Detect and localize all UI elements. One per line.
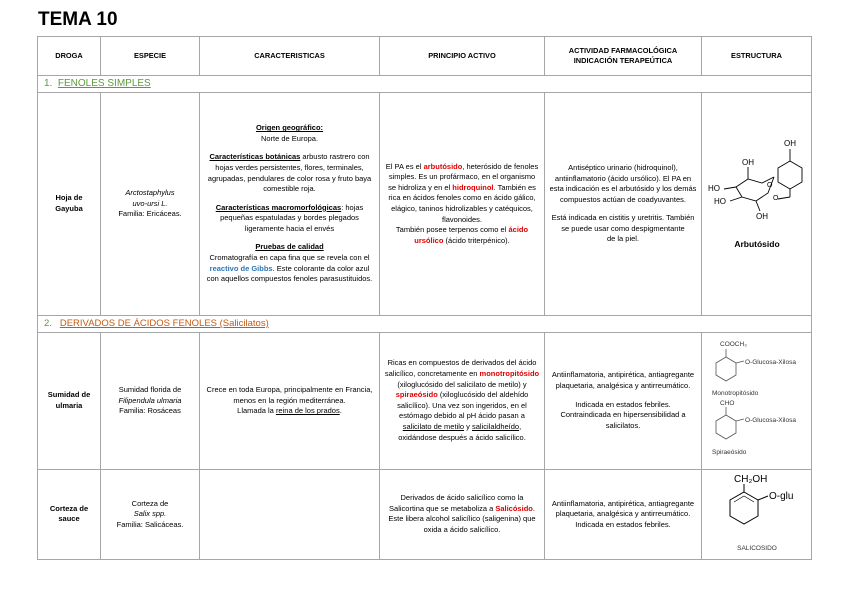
act-sauce-a: Antiinflamatoria, antipirética, antiagregante plaquetaria, analgésica y antirreumático. Indicada en estados febriles. [551,498,695,529]
pa-hidroquinol: hidroquinol [452,182,494,192]
act-gayuba-c: de la piel. [606,234,640,244]
caract-reina: reina de los prados [275,406,340,416]
caract-ulmaria-c: . [339,406,342,416]
pa-gayuba-a: El PA es el [385,161,424,171]
struct-oh-mid: OH [742,158,754,168]
especie-ulmaria-l2: Filipendula ulmaria [118,395,182,405]
principio-cell-ulmaria [380,333,545,470]
drug-table [37,36,812,560]
calidad-b: . Este colorante da color azul con aquellos compuestos fenoles parasustituidos. [206,263,373,284]
pa-salicilaldheido: salicilaldheído [471,421,520,431]
pa-salicilato-metilo: salicilato de metilo [402,421,465,431]
origen-title: Origen geográfico: [255,123,324,133]
estructura-cell-ulmaria [702,333,812,470]
especie-gayuba-l2: uvo-ursi L. [132,198,168,208]
act-gayuba-a: Antiséptico urinario (hidroquinol), antiinflamatorio (ácido ursólico). El PA en esta indicación es el arbutósido y los demás compuestos actúan de coadyuvantes. [549,162,697,204]
struct-ch2oh: CH₂OH [734,473,768,485]
section-2-label: DERIVADOS DE ÁCIDOS FENOLES (Salicilatos) [59,318,269,329]
section-row-1 [38,76,812,93]
pa-ulmaria-b: (xiloglucósido del salicilato de metilo) y [397,379,527,389]
struct-cho: CHO [720,400,735,407]
pa-ulmaria-paragraph [384,358,540,443]
struct-o-link: O [773,195,779,203]
struct-name-salicosido: SALICOSIDO [737,544,777,552]
header-actividad-l2: INDICACIÓN TERAPEÚTICA [573,56,673,65]
estructura-cell-sauce [702,469,812,560]
table-row-sauce [38,469,812,560]
caract-ulmaria-a: Crece en toda Europa, principalmente en Francia, menos en la región mediterránea. [206,384,373,405]
botanicas-paragraph [204,152,375,194]
droga-gayuba-l1: Hoja de [55,193,83,203]
macro-text: : hojas pequeñas espatuladas y bordes plegados ligeramente hacia el envés [220,202,364,233]
droga-ulmaria-l1: Sumidad de [47,390,91,400]
header-especie: ESPECIE [101,37,200,76]
struct-oh-bottom: OH [756,212,768,222]
actividad-cell-ulmaria [545,333,702,470]
section-row-2 [38,316,812,333]
pa-gayuba-b: , heterósido de fenoles simples. Es un profármaco, en el organismo se hidroliza y en el [388,161,539,192]
pa-salicosido: Salicósido [495,503,533,513]
act-ulmaria-b: Indicada en estados febriles. [575,399,671,409]
section-1-num: 1. [44,78,53,89]
struct-name-monotropitosido: Monotropitósido [712,390,759,397]
especie-sauce-l1: Corteza de [131,498,169,508]
act-gayuba-b: Está indicada en cistitis y uretritis. También se puede usar como despigmentante [551,213,695,233]
pa-ulmaria-a: Ricas en compuestos de derivados del ácido salicílico, concretamente en [384,358,537,379]
pa-gayuba-e: (ácido triterpénico). [443,235,510,245]
section-2-num: 2. [44,318,52,329]
struct-oglx-2: O-Glucosa-Xilosa [745,417,796,424]
especie-ulmaria-family: Familia: Rosáceas [119,406,181,416]
calidad-title: Pruebas de calidad [255,242,324,252]
pa-ulmaria-e: , oxidándose después a ácido salicílico. [398,421,526,442]
droga-sauce-l2: sauce [58,514,80,524]
calidad-paragraph [204,253,375,285]
struct-cooch3: COOCH₃ [720,341,747,348]
droga-sauce-l1: Corteza de [49,503,89,513]
caracteristicas-cell-sauce [200,469,380,560]
droga-ulmaria-l2: ulmaria [55,400,83,410]
botanicas-text: arbusto rastrero con hojas verdes persistentes, flores, terminales, agrupadas, pendulares de color rosa y fruto baya comestible roja. [207,152,372,194]
calidad-a: Cromatografía en capa fina que se revela con el [209,253,370,263]
salicoside-structure [702,470,812,556]
principio-cell-gayuba [380,93,545,316]
especie-cell-gayuba [101,93,200,316]
botanicas-title: Características botánicas [209,152,301,162]
act-ulmaria-c: Contraindicada en hipersensibilidad a salicilatos. [560,410,686,430]
section-1-label: FENOLES SIMPLES [57,78,151,89]
header-principio: PRINCIPIO ACTIVO [380,37,545,76]
header-actividad [545,37,702,76]
table-row-gayuba [38,93,812,316]
especie-sauce-family: Familia: Salicáceas. [116,519,184,529]
pa-sauce-b: . Este libera alcohol salicílico (saligenina) que oxida a ácido salicílico. [388,503,536,534]
pa-arbutosido: arbutósido [423,161,463,171]
droga-cell-gayuba [38,93,101,316]
header-estructura: ESTRUCTURA [702,37,812,76]
struct-name-arbutosido: Arbutósido [734,239,780,250]
ulmaria-structures [702,333,812,465]
caract-ulmaria-paragraph [204,406,375,417]
pa-gayuba-d: También posee terpenos como el [395,225,509,235]
pa-gayuba-c: . También es rica en ácidos fenoles como en ácido gálico, elágico, taninos hidrolizables y catéquicos, flavonoides. [388,182,536,224]
macro-paragraph [204,203,375,235]
reactivo-gibbs: reactivo de Gibbs [209,263,273,273]
struct-oglx-1: O-Glucosa-Xilosa [745,359,796,366]
especie-cell-sauce [101,469,200,560]
actividad-cell-gayuba [545,93,702,316]
especie-gayuba-l1: Arctostaphylus [125,188,175,198]
header-caracteristicas: CARACTERISTICAS [200,37,380,76]
pa-monotropitosido: monotropitósido [479,369,540,379]
droga-gayuba-l2: Gayuba [55,204,83,213]
page-title: TEMA 10 [38,9,118,30]
struct-ho-1: HO [708,184,720,194]
especie-gayuba-family: Familia: Ericáceas. [118,209,182,219]
header-droga: DROGA [38,37,101,76]
principio-cell-sauce [380,469,545,560]
section-1-cell [38,76,812,93]
especie-ulmaria-l1: Sumidad florida de [118,384,182,394]
struct-o-ring: O [767,182,773,190]
pa-ulmaria-d: y [464,421,472,431]
macro-title: Características macromorfológicas [215,202,342,212]
header-actividad-l1: ACTIVIDAD FARMACOLÓGICA [568,46,678,55]
caract-ulmaria-b: Llamada la [237,406,276,416]
struct-oglu: O-glu [769,490,794,502]
origen-text: Norte de Europa. [260,133,319,143]
pa-sauce-a: Derivados de ácido salicílico como la Salicortina que se metaboliza a [389,493,524,513]
droga-cell-ulmaria [38,333,101,470]
pa-ursolico: ácido ursólico [414,225,529,245]
pa-sauce-paragraph [384,493,540,535]
actividad-cell-sauce [545,469,702,560]
especie-cell-ulmaria [101,333,200,470]
pa-gayuba-paragraph [384,162,540,226]
act-ulmaria-a: Antiinflamatoria, antipirética, antiagregante plaquetaria, analgésica y antirreumático. [551,370,695,390]
caracteristicas-cell-gayuba [200,93,380,316]
droga-cell-sauce [38,469,101,560]
estructura-cell-gayuba [702,93,812,316]
section-2-cell [38,316,812,333]
especie-sauce-l2: Salix spp. [133,509,167,519]
caracteristicas-cell-ulmaria [200,333,380,470]
table-row-ulmaria [38,333,812,470]
struct-name-spiraeosido: Spiraeósido [712,449,747,456]
pa-gayuba-paragraph-2 [384,225,540,246]
pa-ulmaria-c: (xiloglucósido del aldehído salicílico). Una vez son ingeridos, en el estómago debido al pH ácido pasan a [397,390,529,421]
struct-oh-top: OH [784,139,796,149]
header-row [38,37,812,76]
pa-spiraeosido: spiraeósido [395,390,438,400]
arbutoside-structure [702,127,812,277]
struct-ho-2: HO [714,197,726,207]
